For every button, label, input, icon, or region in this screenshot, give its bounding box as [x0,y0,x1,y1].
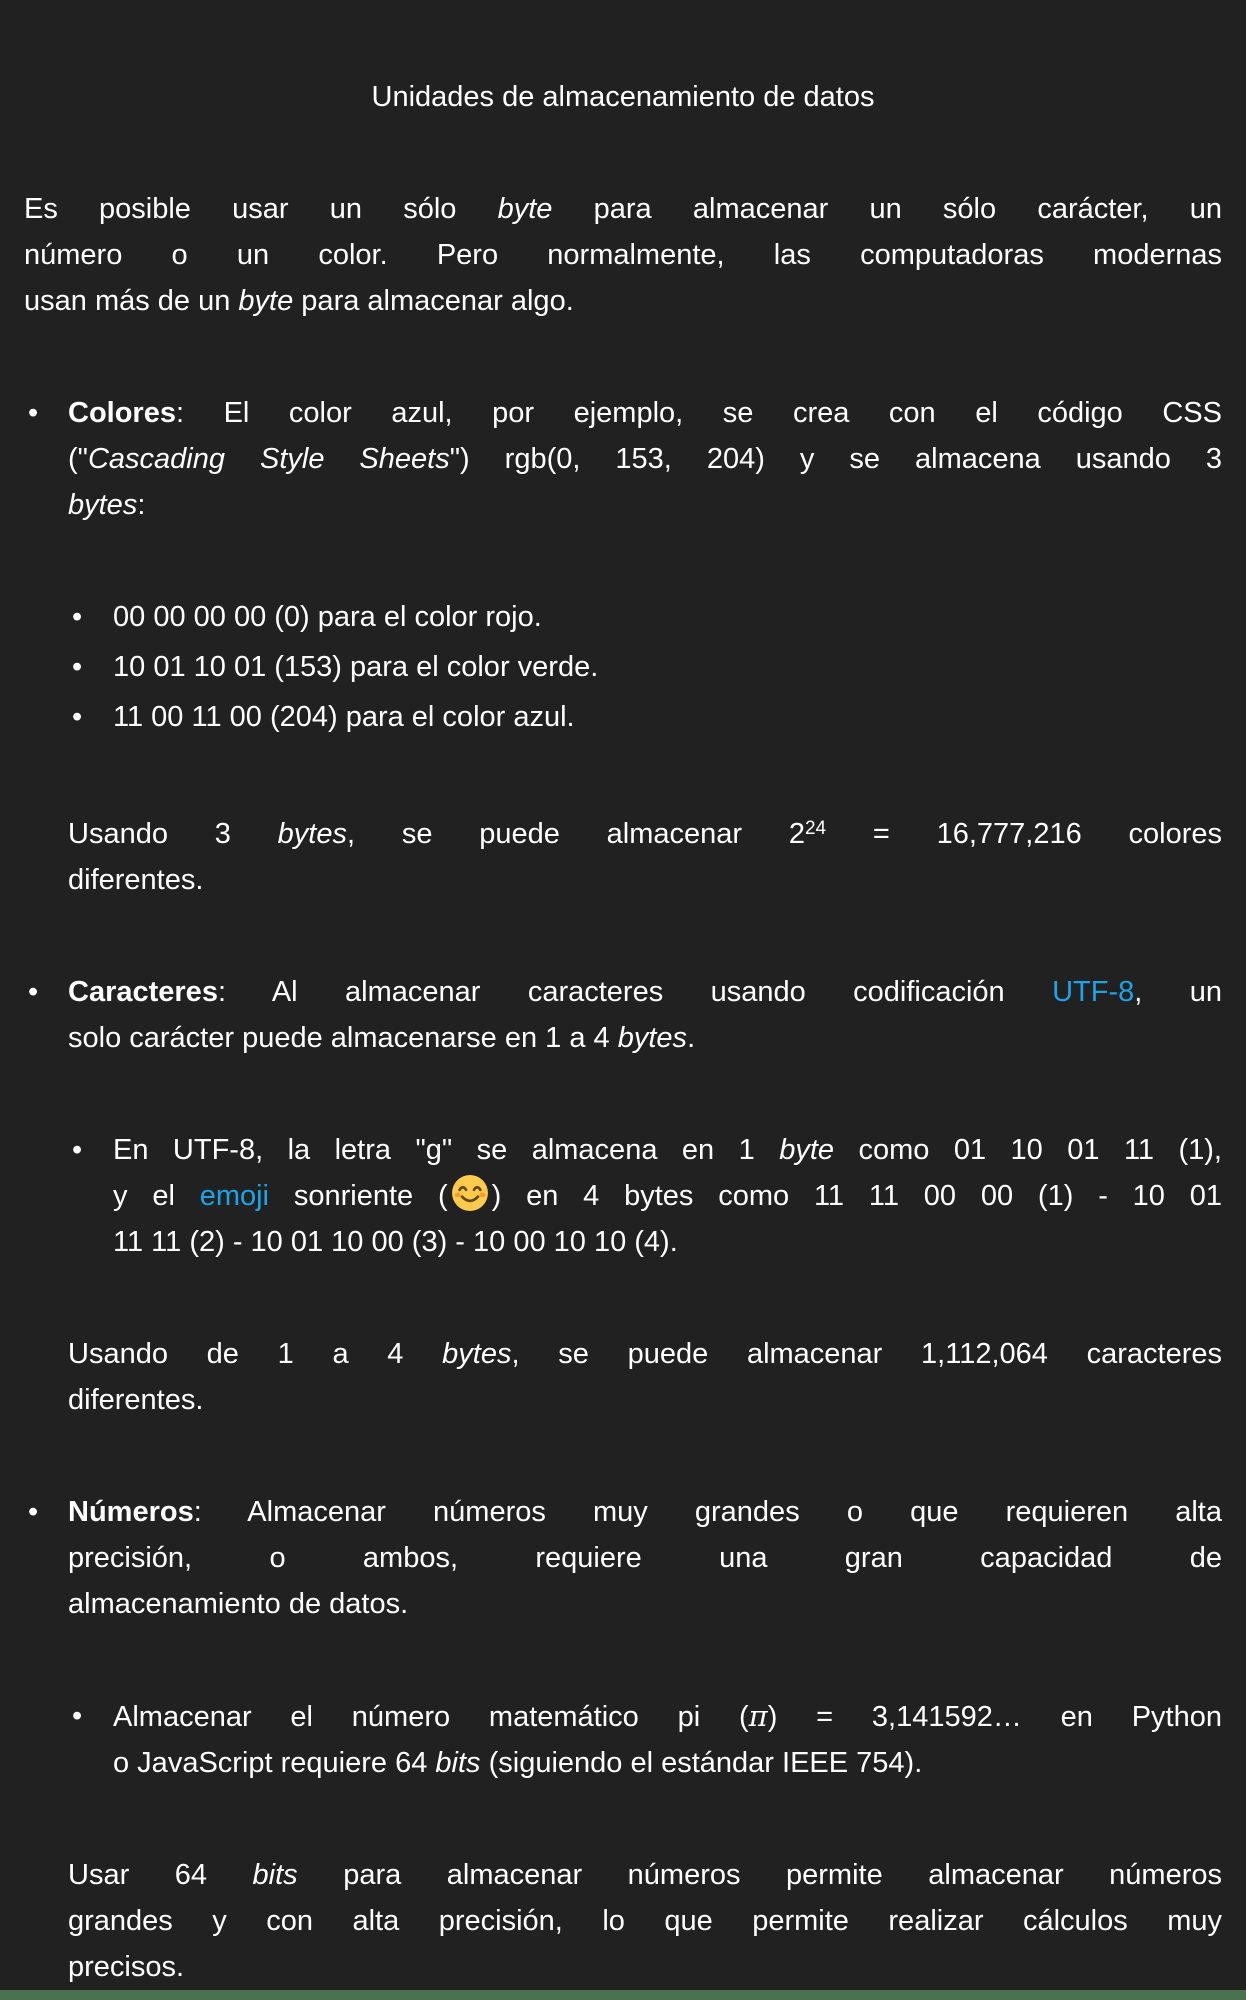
text-run: precisos. [68,1951,185,1983]
text-run: para almacenar números permite almacenar números [297,1859,1222,1891]
colors-summary-paragraph [68,806,1222,903]
text-line [68,806,1222,857]
text-run: bits [252,1859,298,1891]
bullet-marker: • [72,701,83,733]
emoji-link[interactable]: emoji [199,1180,270,1212]
text-run: , se puede almacenar 1,112,064 caracteres [511,1338,1223,1370]
bullet-marker: • [28,1496,39,1528]
text-run: Es posible usar un sólo [24,193,498,225]
text-run: diferentes. [68,864,204,896]
text-run: sonriente ( [269,1180,448,1212]
text-line [24,278,1222,324]
bullet-marker: • [72,601,83,633]
text-line [113,1173,1222,1219]
color-red-sub-bullet [24,594,1222,640]
text-line [68,857,1222,903]
text-run: Usando de 1 a 4 [68,1338,443,1370]
bullet-marker: • [72,651,83,683]
text-run: (" [68,443,88,475]
text-line [68,1331,1222,1377]
text-line [68,1852,1222,1898]
text-run: ") rgb(0, 153, 204) y se almacena usando 3 [449,443,1223,475]
text-line [68,1898,1222,1944]
text-line [113,1127,1222,1173]
text-run: bytes [277,818,347,850]
text-run: bytes [442,1338,512,1370]
text-run: 00 00 00 00 (0) para el color rojo. [113,601,542,633]
text-run: : [137,489,146,521]
text-run: En UTF-8, la letra "g" se almacena en 1 [113,1134,780,1166]
text-run: Almacenar el número matemático pi ( [113,1701,749,1733]
text-run: : Al almacenar caracteres usando codificación [217,976,1053,1008]
text-line [68,969,1222,1015]
text-run: precisión, o ambos, requiere una gran capacidad de [68,1542,1222,1574]
text-run: bytes [617,1022,688,1054]
text-line [24,186,1222,232]
text-run: bytes [68,489,138,521]
text-line [68,1944,1222,1990]
text-run: bits [435,1747,481,1779]
text-line [68,1489,1222,1535]
numbers-summary-paragraph [68,1852,1222,1990]
text-run: ) en 4 bytes como 11 11 00 00 (1) - 10 01 [491,1180,1222,1212]
text-run: 10 01 10 01 (153) para el color verde. [113,651,599,683]
text-run: Unidades de almacenamiento de datos [371,81,875,113]
text-line [113,1219,1222,1265]
text-run: ) = 3,141592… en Python [767,1701,1222,1733]
text-run: : Almacenar números muy grandes o que requieren alta [193,1496,1222,1528]
text-run: grandes y con alta precisión, lo que permite realizar cálculos muy [68,1905,1222,1937]
text-run: Usar 64 [68,1859,253,1891]
text-line [113,1740,1222,1786]
color-green-sub-bullet [24,644,1222,690]
text-run: , se puede almacenar 2 [346,818,805,850]
text-line [113,1693,1222,1740]
bullet-marker: • [28,976,39,1008]
colores-bullet [24,390,1222,528]
text-run: = 16,777,216 colores [826,818,1223,850]
text-line [24,232,1222,278]
text-run: π [748,1699,768,1733]
text-run: 11 11 (2) - 10 01 10 00 (3) - 10 00 10 10 (4). [113,1226,678,1258]
text-line [113,694,1222,740]
text-run: y el [113,1180,200,1212]
utf8-example-sub-bullet [24,1127,1222,1265]
text-run: byte [497,193,553,225]
smiling-face-emoji [451,1174,489,1212]
text-run: almacenamiento de datos. [68,1588,409,1620]
text-run: Colores [68,397,176,429]
text-run: usan más de un [24,285,239,317]
text-line [68,1377,1222,1423]
pi-example-sub-bullet [24,1693,1222,1786]
text-line [68,390,1222,436]
text-run: número o un color. Pero normalmente, las computadoras modernas [24,239,1222,271]
text-run: : El color azul, por ejemplo, se crea con el código CSS [175,397,1222,429]
text-run: como 01 10 01 11 (1), [834,1134,1222,1166]
text-run: 11 00 11 00 (204) para el color azul. [113,701,575,733]
text-run: byte [238,285,294,317]
text-line [24,74,1222,120]
text-run: Caracteres [68,976,218,1008]
characters-summary-paragraph [68,1331,1222,1423]
caracteres-bullet [24,969,1222,1061]
bottom-accent-bar [0,1990,1246,2000]
bullet-marker: • [72,1700,83,1732]
intro-paragraph [24,186,1222,324]
text-line [68,482,1222,528]
text-line [68,1015,1222,1061]
numeros-bullet [24,1489,1222,1627]
text-run: para almacenar un sólo carácter, un [552,193,1222,225]
text-run: , un [1134,976,1223,1008]
text-line [68,1535,1222,1581]
text-run: Cascading Style Sheets [87,443,450,475]
text-run: . [687,1022,696,1054]
text-line [113,644,1222,690]
utf8-link[interactable]: UTF-8 [1052,976,1135,1008]
text-run: Usando 3 [68,818,278,850]
text-line [113,594,1222,640]
bullet-marker: • [72,1134,83,1166]
document-title [24,74,1222,120]
text-line [68,436,1222,482]
text-run: diferentes. [68,1384,204,1416]
text-run: Números [68,1496,194,1528]
text-run: 24 [804,818,827,839]
color-blue-sub-bullet [24,694,1222,740]
text-run: (siguiendo el estándar IEEE 754). [480,1747,923,1779]
bullet-marker: • [28,397,39,429]
text-line [68,1581,1222,1627]
text-run: solo carácter puede almacenarse en 1 a 4 [68,1022,618,1054]
text-run: byte [779,1134,835,1166]
text-run: o JavaScript requiere 64 [113,1747,436,1779]
text-run: para almacenar algo. [293,285,574,317]
